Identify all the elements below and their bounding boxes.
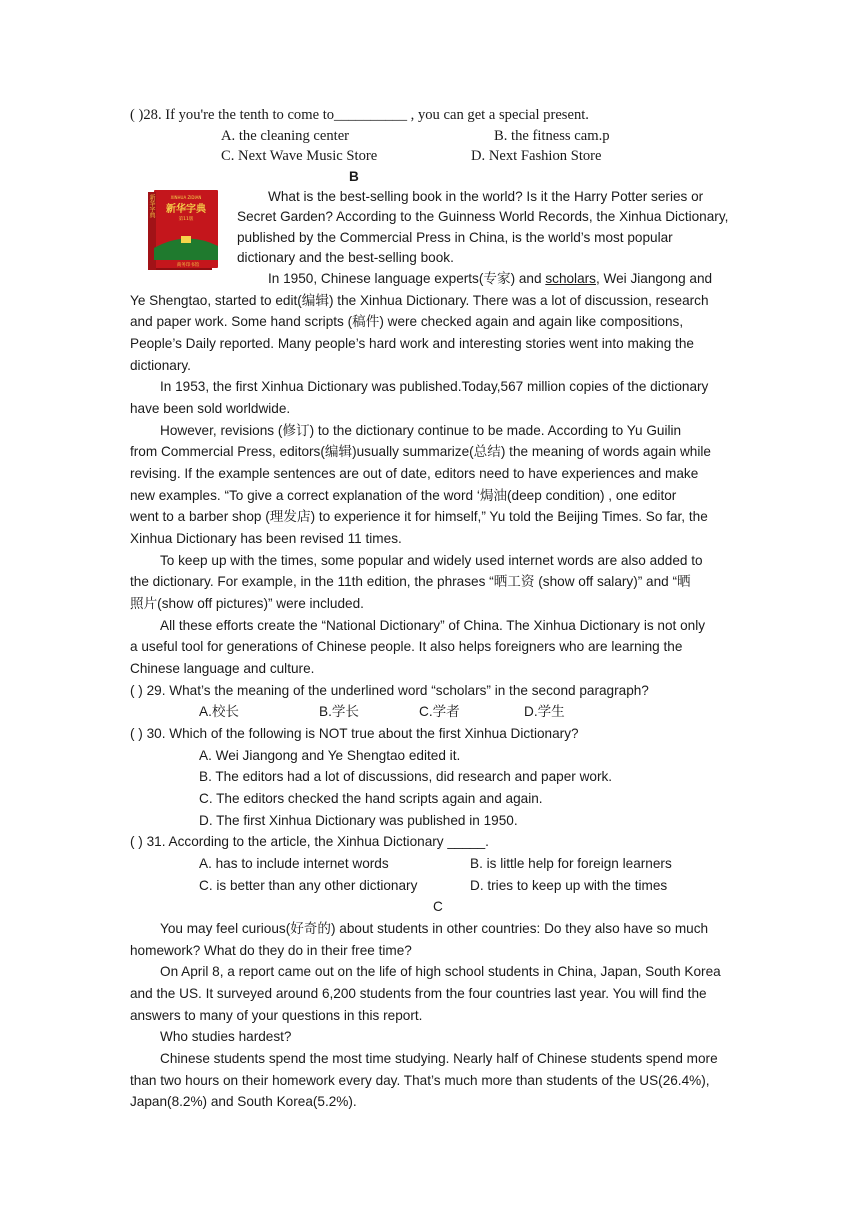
cover-publisher: 商务印书馆 <box>176 263 200 268</box>
b-p4-line: Xinhua Dictionary has been revised 11 times. <box>130 531 402 546</box>
q31-option-a: A. has to include internet words <box>199 856 389 871</box>
b-p2-line: and paper work. Some hand scripts (稿件) were checked again and again like compositions, <box>130 314 684 329</box>
section-b-heading: B <box>349 169 359 184</box>
b-p2-first-line <box>268 270 712 288</box>
spine-text: 新华字典 <box>148 194 155 218</box>
b-p5-line: 照片(show off pictures)” were included. <box>130 596 364 611</box>
b-p1-line: published by the Commercial Press in China, is the world’s most popular <box>237 230 673 245</box>
b-p4-line: new examples. “To give a correct explanation of the word ‘焗油(deep condition) , one editor <box>130 488 677 503</box>
b-p1-line: dictionary and the best-selling book. <box>237 250 454 265</box>
b-p2-line: dictionary. <box>130 358 191 373</box>
b-p5-line: the dictionary. For example, in the 11th edition, the phrases “晒工资 (show off salary)” and “晒 <box>130 574 691 589</box>
b-p3-line: have been sold worldwide. <box>130 401 291 416</box>
c-p3-line: Who studies hardest? <box>160 1029 292 1044</box>
q31-option-c: C. is better than any other dictionary <box>199 878 418 893</box>
b-p1-line: Secret Garden? According to the Guinness World Records, the Xinhua Dictionary, <box>237 209 729 224</box>
question-30-stem: ( ) 30. Which of the following is NOT true about the first Xinhua Dictionary? <box>130 726 579 741</box>
question-29-stem: ( ) 29. What’s the meaning of the underlined word “scholars” in the second paragraph? <box>130 683 649 698</box>
b-p6-line: All these efforts create the “National Dictionary” of China. The Xinhua Dictionary is not only <box>160 618 706 633</box>
cover-pinyin: XINHUA ZIDIAN <box>170 195 202 200</box>
q29-option-b: B.学长 <box>319 704 360 719</box>
underlined-word-scholars: scholars <box>545 271 596 286</box>
b-p2-text: In 1950, Chinese language experts(专家) and <box>268 271 546 286</box>
q28-option-d: D. Next Fashion Store <box>471 148 602 164</box>
q28-option-a: A. the cleaning center <box>221 128 350 144</box>
b-p2-text: , Wei Jiangong and <box>595 271 713 286</box>
q28-option-c: C. Next Wave Music Store <box>221 148 378 164</box>
q29-option-a: A.校长 <box>199 704 240 719</box>
cover-title: 新华字典 <box>166 204 206 215</box>
c-p2-line: and the US. It surveyed around 6,200 students from the four countries last year. You will find the <box>130 986 707 1001</box>
q31-option-d: D. tries to keep up with the times <box>470 878 668 893</box>
section-c-heading: C <box>433 899 443 914</box>
q30-option-c: C. The editors checked the hand scripts again and again. <box>199 791 543 806</box>
q29-option-c: C.学者 <box>419 704 460 719</box>
q30-option-b: B. The editors had a lot of discussions, did research and paper work. <box>199 769 613 784</box>
b-p5-line: To keep up with the times, some popular and widely used internet words are also added to <box>160 553 703 568</box>
c-p1-line: homework? What do they do in their free time? <box>130 943 412 958</box>
b-p4-line: However, revisions (修订) to the dictionary continue to be made. According to Yu Guilin <box>160 423 682 438</box>
c-p4-line: Japan(8.2%) and South Korea(5.2%). <box>130 1094 357 1109</box>
question-28-stem: ( )28. If you're the tenth to come to__________ , you can get a special present. <box>130 107 589 123</box>
b-p4-line: revising. If the example sentences are out of date, editors need to have experiences and make <box>130 466 699 481</box>
b-p6-line: Chinese language and culture. <box>130 661 315 676</box>
q30-option-a: A. Wei Jiangong and Ye Shengtao edited it. <box>199 748 461 763</box>
q28-option-b: B. the fitness cam.p <box>494 128 610 144</box>
c-p2-line: answers to many of your questions in this report. <box>130 1008 423 1023</box>
c-p4-line: than two hours on their homework every day. That’s much more than students of the US(26.4%), <box>130 1073 710 1088</box>
c-p2-line: On April 8, a report came out on the life of high school students in China, Japan, South Korea <box>160 964 721 979</box>
b-p4-line: went to a barber shop (理发店) to experience it for himself,” Yu told the Beijing Times. So far, the <box>130 509 708 524</box>
question-31-stem: ( ) 31. According to the article, the Xinhua Dictionary _____. <box>130 834 489 849</box>
q31-option-b: B. is little help for foreign learners <box>470 856 672 871</box>
b-p2-line: Ye Shengtao, started to edit(编辑) the Xinhua Dictionary. There was a lot of discussion, research <box>130 293 709 308</box>
c-p4-line: Chinese students spend the most time studying. Nearly half of Chinese students spend more <box>160 1051 718 1066</box>
cover-emblem <box>181 236 191 243</box>
q29-option-d: D.学生 <box>524 704 565 719</box>
b-p6-line: a useful tool for generations of Chinese people. It also helps foreigners who are learning the <box>130 639 683 654</box>
q30-option-d: D. The first Xinhua Dictionary was published in 1950. <box>199 813 518 828</box>
cover-edition: 第11版 <box>178 217 194 222</box>
b-p1-line: What is the best-selling book in the world? Is it the Harry Potter series or <box>268 189 704 204</box>
c-p1-line: You may feel curious(好奇的) about students in other countries: Do they also have so much <box>160 921 709 936</box>
xinhua-dictionary-cover-image <box>148 190 218 270</box>
b-p2-line: People’s Daily reported. Many people’s hard work and interesting stories went into making the <box>130 336 694 351</box>
b-p4-line: from Commercial Press, editors(编辑)usually summarize(总结) the meaning of words again while <box>130 444 711 459</box>
b-p3-line: In 1953, the first Xinhua Dictionary was published.Today,567 million copies of the dictionary <box>160 379 709 394</box>
